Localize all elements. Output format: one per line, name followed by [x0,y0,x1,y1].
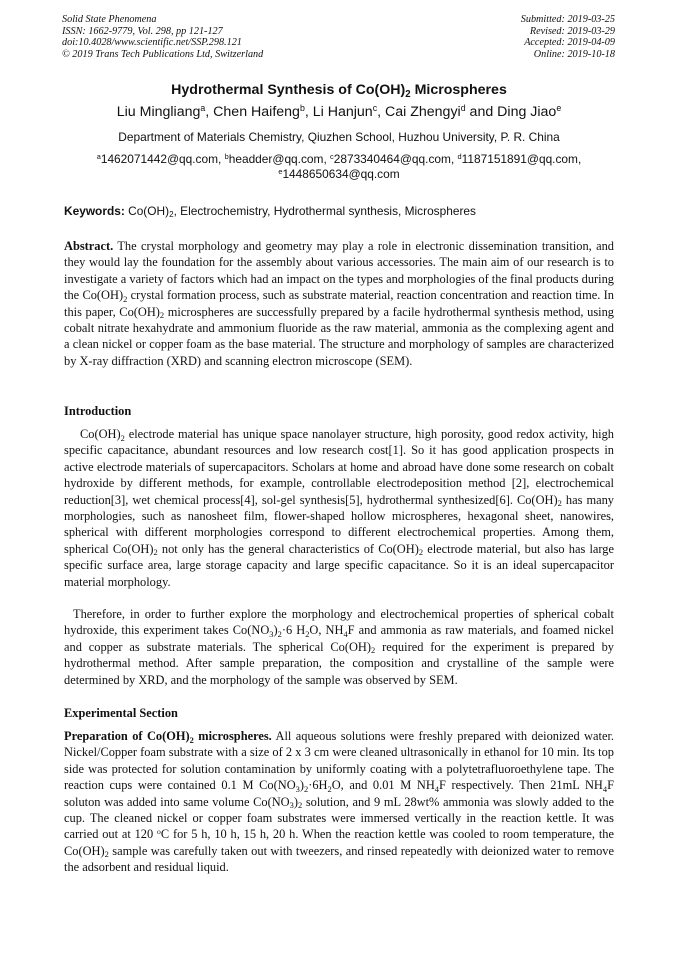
email-address[interactable]: 1448650634@qq.com [282,166,400,181]
publication-dates [521,14,615,60]
abstract-paragraph: Abstract. The crystal morphology and geometry may play a role in electronic dissemination transition, and they would lay the foundation for the assembly about various accessories. The main aim of our research is to investigate a variety of factors which had an impact on the types and morphologies of the final products during the $Co(OH)_2$ crystal formation process, such as substrate material, reaction concentration and reaction time. In this paper, $Co(OH)_2$ microspheres are successfully prepared by a facile hydrothermal synthesis method, using cobalt nitrate hexahydrate and ammonium fluoride as the raw material, ammonia as the complexing agent and a clean nickel or copper foam as the base material. The structure and morphology of samples are characterized by X-ray diffraction (XRD) and scanning electron microscope (SEM). [64,239,614,368]
online-date: Online: 2019-10-18 [533,48,615,60]
author-name: Cai Zhengyi [384,104,461,120]
accepted-date: Accepted: 2019-04-09 [524,37,615,49]
issn-line: ISSN: 1662-9779, Vol. 298, pp 121-127 [62,25,223,37]
revised-date: Revised: 2019-03-29 [529,25,615,37]
abstract [64,238,614,369]
preparation-label: Preparation of $Co(OH)_2$ microspheres. [64,729,272,745]
abstract-label: Abstract. [64,239,114,253]
experimental-paragraph-1: Preparation of $Co(OH)_2$ microspheres. All aqueous solutions were freshly prepared with deionized water. Nickel/Copper foam substrate with a size of 2 x 3 cm were cleaned ultrasonically in ethanol for 10 min. Its top side was protected for solution contamination by uniformly coating with a polytetrafluoroethylene tape. The reaction cups were contained 0.1 M $Co(NO_3)_2\cdot 6H_2O$, and 0.01 M $NH_4F$ respectively. Then 21mL $NH_4F$ soluton was added into same volume $Co(NO_3)_2$ solution, and 9 mL 28wt% ammonia was slowly added to the cup. The cleaned nickel or copper foam substrates were immersed vertically in the reaction kettle. It was carried out at 120 $^o$C for 5 h, 10 h, 15 h, 20 h. When the reaction kettle was cooled to room temperature, the $Co(OH)_2$ sample was carefully taken out with tweezers, and rinsed repeatedly with deionized water to remove the adsorbent and residual liquid. [64,729,614,875]
introduction-heading: Introduction [64,404,132,418]
author-emails [0,152,678,181]
author-name: Liu Mingliang [116,104,201,120]
email-address[interactable]: 1187151891@qq.com, [461,152,582,166]
submitted-date: Submitted: 2019-03-25 [520,14,615,25]
affiliation: Department of Materials Chemistry, Qiuzhen School, Huzhou University, P. R. China [118,130,560,144]
email-line: $^a$1462071442@qq.com, $^b$headder@qq.com, $^c$2873340464@qq.com, $^d$1187151891@qq.com, [96,151,582,166]
paper-title: Hydrothermal Synthesis of $Co(OH)_2$ Microspheres [171,82,507,100]
introduction-paragraph-2: Therefore, in order to further explore the morphology and electrochemical properties of spherical cobalt hydroxide, this experiment takes $Co(NO_3)_2\cdot 6$ $H_2O$, $NH_4F$ and ammonia as raw materials, and foamed nickel and copper as substrate materials. The spherical $Co(OH)_2$ required for the experiment is prepared by hydrothermal method. After sample preparation, the composition and crystalline of the sample were determined by XRD, and the morphology of the sample was observed by SEM. [64,607,614,687]
author-name: Ding Jiao [497,104,557,120]
author-name: Chen Haifeng [213,104,300,120]
email-line: $^e$1448650634@qq.com [278,166,400,181]
experimental-heading: Experimental Section [64,706,178,720]
email-address[interactable]: headder@qq.com [228,152,324,166]
keywords: Keywords: $Co(OH)_2$, Electrochemistry, Hydrothermal synthesis, Microspheres [64,204,476,220]
author-name: Li Hanjun [312,104,373,120]
doi-line: doi:10.4028/www.scientific.net/SSP.298.121 [62,37,242,49]
email-address[interactable]: 1462071442@qq.com [100,152,219,166]
copyright-line: © 2019 Trans Tech Publications Ltd, Switzerland [62,48,264,60]
email-address[interactable]: 2873340464@qq.com [333,152,451,166]
publication-info [62,14,263,60]
introduction-paragraph-1: $Co(OH)_2$ electrode material has unique space nanolayer structure, high porosity, good redox activity, high specific capacitance, abundant resources and low research cost[1]. So it has good application prospects in active electrode materials of supercapacitors. Scholars at home and abroad have done some research on cobalt hydroxide by different methods, for example, controllable electrodeposition method [2], electrochemical reduction[3], wet chemical process[4], sol-gel synthesis[5], hydrothermal synthesized[6]. $Co(OH)_2$ has many morphologies, such as nanosheet film, flower-shaped hollow microspheres, hexagonal sheet, nanowires, spherical with different morphologies correspond to different electrochemical properties. Among them, spherical $Co(OH)_2$ not only has the general characteristics of $Co(OH)_2$ electrode material, but also has large specific surface area, large storage capacity and large specific capacitance. So it is an ideal supercapacitor material morphology. [64,427,614,589]
journal-name: Solid State Phenomena [62,14,157,25]
author-list: Liu Mingliang$^a$, Chen Haifeng$^b$, Li Hanjun$^c$, Cai Zhengyi$^d$ and Ding Jiao$^e$ [116,103,562,120]
keywords-label: Keywords: [64,204,125,218]
